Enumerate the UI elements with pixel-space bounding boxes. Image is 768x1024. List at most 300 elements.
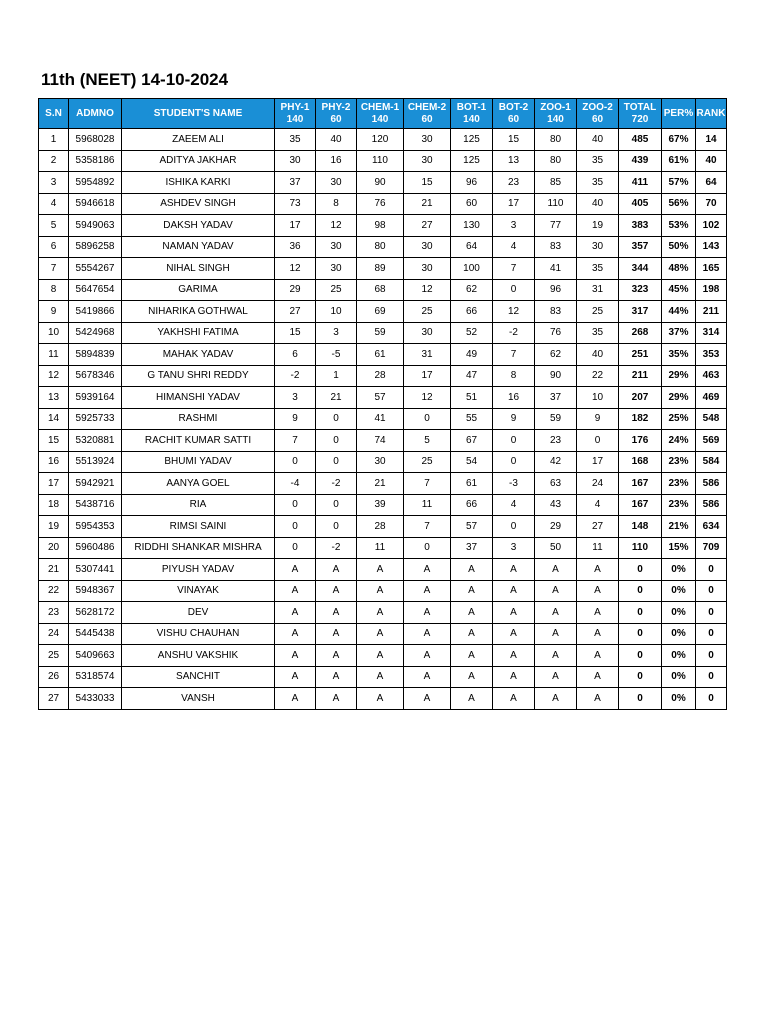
- cell-rank: 314: [696, 322, 727, 344]
- cell-student-name: DEV: [122, 602, 275, 624]
- cell-phy1: 0: [275, 494, 316, 516]
- cell-sn: 7: [39, 258, 69, 280]
- cell-zoo1: 59: [535, 408, 577, 430]
- cell-per: 61%: [662, 150, 696, 172]
- cell-admno: 5925733: [69, 408, 122, 430]
- header-chem1-max: 140: [371, 113, 389, 125]
- header-bot2: [493, 99, 535, 129]
- cell-zoo2: 40: [577, 344, 619, 366]
- cell-bot1: 67: [451, 430, 493, 452]
- cell-phy1: A: [275, 623, 316, 645]
- cell-student-name: BHUMI YADAV: [122, 451, 275, 473]
- cell-zoo2: A: [577, 688, 619, 710]
- cell-bot2: A: [493, 559, 535, 581]
- cell-chem2: A: [404, 559, 451, 581]
- cell-student-name: G TANU SHRI REDDY: [122, 365, 275, 387]
- cell-admno: 5628172: [69, 602, 122, 624]
- cell-bot1: 125: [451, 150, 493, 172]
- cell-per: 48%: [662, 258, 696, 280]
- cell-chem1: 11: [357, 537, 404, 559]
- cell-chem2: 30: [404, 150, 451, 172]
- cell-admno: 5320881: [69, 430, 122, 452]
- header-chem2-label: CHEM-2: [407, 101, 447, 113]
- cell-phy1: -4: [275, 473, 316, 495]
- cell-chem2: 30: [404, 129, 451, 151]
- cell-sn: 20: [39, 537, 69, 559]
- cell-total: 182: [619, 408, 662, 430]
- cell-chem1: 80: [357, 236, 404, 258]
- cell-sn: 5: [39, 215, 69, 237]
- cell-phy2: 0: [316, 408, 357, 430]
- header-zoo1-max: 140: [547, 113, 564, 125]
- cell-rank: 469: [696, 387, 727, 409]
- cell-bot2: A: [493, 645, 535, 667]
- cell-chem1: 41: [357, 408, 404, 430]
- cell-chem2: A: [404, 580, 451, 602]
- cell-bot1: 54: [451, 451, 493, 473]
- cell-per: 29%: [662, 387, 696, 409]
- cell-admno: 5438716: [69, 494, 122, 516]
- cell-zoo2: 19: [577, 215, 619, 237]
- cell-sn: 22: [39, 580, 69, 602]
- header-zoo2: [577, 99, 619, 129]
- cell-sn: 18: [39, 494, 69, 516]
- cell-per: 50%: [662, 236, 696, 258]
- cell-bot1: 64: [451, 236, 493, 258]
- cell-sn: 13: [39, 387, 69, 409]
- cell-admno: 5318574: [69, 666, 122, 688]
- cell-phy2: 10: [316, 301, 357, 323]
- cell-rank: 569: [696, 430, 727, 452]
- cell-zoo2: 35: [577, 322, 619, 344]
- cell-total: 268: [619, 322, 662, 344]
- cell-rank: 70: [696, 193, 727, 215]
- cell-zoo1: A: [535, 559, 577, 581]
- cell-zoo1: 83: [535, 236, 577, 258]
- table-row: [39, 344, 727, 366]
- cell-total: 0: [619, 602, 662, 624]
- cell-per: 25%: [662, 408, 696, 430]
- cell-sn: 15: [39, 430, 69, 452]
- cell-student-name: MAHAK YADAV: [122, 344, 275, 366]
- cell-zoo2: A: [577, 580, 619, 602]
- cell-rank: 0: [696, 602, 727, 624]
- cell-bot1: 60: [451, 193, 493, 215]
- cell-zoo2: A: [577, 623, 619, 645]
- cell-chem1: 98: [357, 215, 404, 237]
- cell-chem1: 30: [357, 451, 404, 473]
- cell-phy2: A: [316, 623, 357, 645]
- cell-total: 167: [619, 473, 662, 495]
- cell-bot2: 0: [493, 516, 535, 538]
- cell-bot1: A: [451, 559, 493, 581]
- cell-per: 37%: [662, 322, 696, 344]
- table-row: [39, 193, 727, 215]
- cell-bot2: 8: [493, 365, 535, 387]
- header-bot2-max: 60: [507, 113, 520, 125]
- cell-zoo2: 10: [577, 387, 619, 409]
- cell-zoo1: A: [535, 602, 577, 624]
- cell-sn: 25: [39, 645, 69, 667]
- cell-sn: 27: [39, 688, 69, 710]
- cell-phy2: A: [316, 602, 357, 624]
- cell-admno: 5554267: [69, 258, 122, 280]
- cell-chem2: A: [404, 666, 451, 688]
- page-title: 11th (NEET) 14-10-2024: [41, 70, 229, 89]
- cell-chem2: 30: [404, 258, 451, 280]
- cell-phy1: 15: [275, 322, 316, 344]
- table-row: [39, 623, 727, 645]
- header-bot1-max: 140: [463, 113, 480, 125]
- cell-admno: 5307441: [69, 559, 122, 581]
- cell-chem1: 21: [357, 473, 404, 495]
- cell-zoo2: 27: [577, 516, 619, 538]
- cell-sn: 24: [39, 623, 69, 645]
- cell-sn: 12: [39, 365, 69, 387]
- cell-sn: 4: [39, 193, 69, 215]
- table-row: [39, 559, 727, 581]
- table-row: [39, 645, 727, 667]
- cell-sn: 8: [39, 279, 69, 301]
- cell-student-name: HIMANSHI YADAV: [122, 387, 275, 409]
- cell-student-name: DAKSH YADAV: [122, 215, 275, 237]
- cell-zoo2: 35: [577, 150, 619, 172]
- cell-sn: 2: [39, 150, 69, 172]
- cell-per: 15%: [662, 537, 696, 559]
- cell-admno: 5960486: [69, 537, 122, 559]
- cell-sn: 3: [39, 172, 69, 194]
- cell-phy1: 30: [275, 150, 316, 172]
- cell-student-name: ADITYA JAKHAR: [122, 150, 275, 172]
- cell-per: 0%: [662, 559, 696, 581]
- header-per: PER%: [662, 99, 696, 129]
- cell-bot2: A: [493, 580, 535, 602]
- cell-chem2: 25: [404, 301, 451, 323]
- cell-admno: 5358186: [69, 150, 122, 172]
- table-row: [39, 150, 727, 172]
- cell-admno: 5419866: [69, 301, 122, 323]
- cell-student-name: AANYA GOEL: [122, 473, 275, 495]
- cell-zoo2: A: [577, 559, 619, 581]
- cell-bot1: A: [451, 623, 493, 645]
- cell-bot1: A: [451, 666, 493, 688]
- cell-total: 323: [619, 279, 662, 301]
- cell-per: 0%: [662, 666, 696, 688]
- cell-chem2: 21: [404, 193, 451, 215]
- cell-rank: 0: [696, 559, 727, 581]
- table-row: [39, 387, 727, 409]
- cell-phy2: 30: [316, 258, 357, 280]
- cell-bot2: -3: [493, 473, 535, 495]
- cell-bot1: A: [451, 602, 493, 624]
- header-phy1: [275, 99, 316, 129]
- cell-total: 148: [619, 516, 662, 538]
- cell-rank: 0: [696, 666, 727, 688]
- cell-zoo2: 9: [577, 408, 619, 430]
- cell-chem1: 28: [357, 365, 404, 387]
- cell-chem2: A: [404, 623, 451, 645]
- header-zoo1-label: ZOO-1: [540, 101, 571, 113]
- cell-per: 0%: [662, 645, 696, 667]
- cell-phy2: 40: [316, 129, 357, 151]
- cell-rank: 634: [696, 516, 727, 538]
- table-row: [39, 602, 727, 624]
- cell-zoo1: 41: [535, 258, 577, 280]
- cell-student-name: PIYUSH YADAV: [122, 559, 275, 581]
- header-phy1-max: 140: [286, 113, 304, 125]
- cell-rank: 548: [696, 408, 727, 430]
- cell-total: 251: [619, 344, 662, 366]
- cell-zoo2: 35: [577, 172, 619, 194]
- cell-bot2: A: [493, 602, 535, 624]
- cell-rank: 102: [696, 215, 727, 237]
- cell-bot2: 0: [493, 279, 535, 301]
- cell-per: 0%: [662, 580, 696, 602]
- cell-total: 357: [619, 236, 662, 258]
- cell-per: 0%: [662, 688, 696, 710]
- cell-chem2: 15: [404, 172, 451, 194]
- cell-phy2: -2: [316, 537, 357, 559]
- cell-per: 29%: [662, 365, 696, 387]
- table-row: [39, 516, 727, 538]
- cell-phy2: -2: [316, 473, 357, 495]
- cell-chem1: 57: [357, 387, 404, 409]
- cell-chem1: A: [357, 602, 404, 624]
- cell-chem2: A: [404, 688, 451, 710]
- cell-chem2: 0: [404, 537, 451, 559]
- header-rank: RANK: [696, 99, 727, 129]
- cell-zoo1: 76: [535, 322, 577, 344]
- cell-rank: 14: [696, 129, 727, 151]
- cell-phy1: 35: [275, 129, 316, 151]
- cell-zoo2: 31: [577, 279, 619, 301]
- cell-admno: 5409663: [69, 645, 122, 667]
- cell-chem1: A: [357, 559, 404, 581]
- cell-zoo2: 4: [577, 494, 619, 516]
- cell-admno: 5939164: [69, 387, 122, 409]
- cell-bot2: 17: [493, 193, 535, 215]
- cell-phy1: 29: [275, 279, 316, 301]
- cell-total: 439: [619, 150, 662, 172]
- cell-student-name: RIA: [122, 494, 275, 516]
- cell-chem2: A: [404, 645, 451, 667]
- cell-phy1: 9: [275, 408, 316, 430]
- results-table: [38, 98, 727, 710]
- cell-per: 35%: [662, 344, 696, 366]
- cell-student-name: VANSH: [122, 688, 275, 710]
- cell-phy2: 0: [316, 451, 357, 473]
- cell-phy1: 17: [275, 215, 316, 237]
- header-phy2-max: 60: [330, 113, 342, 125]
- cell-admno: 5647654: [69, 279, 122, 301]
- cell-chem2: 5: [404, 430, 451, 452]
- cell-chem1: 61: [357, 344, 404, 366]
- cell-per: 57%: [662, 172, 696, 194]
- cell-phy2: 16: [316, 150, 357, 172]
- cell-total: 344: [619, 258, 662, 280]
- cell-total: 168: [619, 451, 662, 473]
- cell-zoo2: 24: [577, 473, 619, 495]
- cell-bot1: 61: [451, 473, 493, 495]
- cell-student-name: RIMSI SAINI: [122, 516, 275, 538]
- cell-phy2: 1: [316, 365, 357, 387]
- cell-student-name: YAKHSHI FATIMA: [122, 322, 275, 344]
- cell-phy1: 12: [275, 258, 316, 280]
- cell-student-name: NIHARIKA GOTHWAL: [122, 301, 275, 323]
- cell-admno: 5896258: [69, 236, 122, 258]
- cell-per: 23%: [662, 494, 696, 516]
- cell-zoo2: 17: [577, 451, 619, 473]
- cell-zoo1: A: [535, 688, 577, 710]
- cell-bot1: A: [451, 580, 493, 602]
- cell-total: 411: [619, 172, 662, 194]
- cell-chem2: 12: [404, 279, 451, 301]
- cell-chem1: A: [357, 666, 404, 688]
- cell-bot1: A: [451, 688, 493, 710]
- header-name: STUDENT'S NAME: [122, 99, 275, 129]
- header-chem2-max: 60: [421, 113, 433, 125]
- cell-bot1: 66: [451, 301, 493, 323]
- cell-bot1: 52: [451, 322, 493, 344]
- cell-zoo1: 23: [535, 430, 577, 452]
- cell-zoo1: 29: [535, 516, 577, 538]
- cell-chem1: 69: [357, 301, 404, 323]
- header-bot1: [451, 99, 493, 129]
- cell-rank: 586: [696, 494, 727, 516]
- cell-bot2: 15: [493, 129, 535, 151]
- cell-phy1: A: [275, 559, 316, 581]
- cell-bot2: A: [493, 688, 535, 710]
- cell-total: 0: [619, 580, 662, 602]
- cell-chem2: 17: [404, 365, 451, 387]
- cell-total: 0: [619, 666, 662, 688]
- cell-chem1: 89: [357, 258, 404, 280]
- cell-phy2: 12: [316, 215, 357, 237]
- table-row: [39, 688, 727, 710]
- table-body: [39, 129, 727, 710]
- cell-sn: 17: [39, 473, 69, 495]
- cell-student-name: RACHIT KUMAR SATTI: [122, 430, 275, 452]
- cell-bot2: 9: [493, 408, 535, 430]
- cell-phy2: 30: [316, 172, 357, 194]
- table-row: [39, 537, 727, 559]
- cell-admno: 5949063: [69, 215, 122, 237]
- cell-admno: 5678346: [69, 365, 122, 387]
- cell-zoo2: 30: [577, 236, 619, 258]
- cell-bot2: 12: [493, 301, 535, 323]
- cell-chem1: A: [357, 623, 404, 645]
- header-bot2-label: BOT-2: [498, 101, 529, 113]
- cell-chem2: 0: [404, 408, 451, 430]
- cell-bot1: 55: [451, 408, 493, 430]
- cell-student-name: VISHU CHAUHAN: [122, 623, 275, 645]
- cell-phy1: 0: [275, 537, 316, 559]
- cell-zoo1: 37: [535, 387, 577, 409]
- header-phy1-label: PHY-1: [280, 101, 310, 113]
- cell-zoo1: A: [535, 580, 577, 602]
- cell-per: 45%: [662, 279, 696, 301]
- header-sn: S.N: [39, 99, 69, 129]
- header-zoo1: [535, 99, 577, 129]
- cell-chem1: 74: [357, 430, 404, 452]
- table-header: [39, 99, 727, 129]
- cell-sn: 9: [39, 301, 69, 323]
- cell-total: 167: [619, 494, 662, 516]
- header-bot1-label: BOT-1: [456, 101, 487, 113]
- cell-bot2: 4: [493, 494, 535, 516]
- cell-admno: 5946618: [69, 193, 122, 215]
- cell-bot1: 130: [451, 215, 493, 237]
- cell-chem2: 30: [404, 322, 451, 344]
- cell-rank: 584: [696, 451, 727, 473]
- cell-total: 405: [619, 193, 662, 215]
- header-chem1-label: CHEM-1: [360, 101, 400, 113]
- table-row: [39, 279, 727, 301]
- cell-total: 176: [619, 430, 662, 452]
- cell-zoo2: A: [577, 645, 619, 667]
- cell-bot2: -2: [493, 322, 535, 344]
- cell-admno: 5968028: [69, 129, 122, 151]
- cell-zoo2: 0: [577, 430, 619, 452]
- cell-rank: 0: [696, 645, 727, 667]
- cell-chem1: 76: [357, 193, 404, 215]
- cell-admno: 5948367: [69, 580, 122, 602]
- cell-zoo1: A: [535, 645, 577, 667]
- table-row: [39, 258, 727, 280]
- cell-bot2: 23: [493, 172, 535, 194]
- cell-bot2: A: [493, 666, 535, 688]
- header-total-label: TOTAL: [623, 101, 657, 113]
- cell-chem1: 90: [357, 172, 404, 194]
- cell-student-name: NIHAL SINGH: [122, 258, 275, 280]
- cell-rank: 0: [696, 580, 727, 602]
- cell-zoo1: 63: [535, 473, 577, 495]
- cell-bot2: 13: [493, 150, 535, 172]
- cell-per: 23%: [662, 451, 696, 473]
- cell-phy2: 8: [316, 193, 357, 215]
- cell-admno: 5513924: [69, 451, 122, 473]
- cell-zoo1: 77: [535, 215, 577, 237]
- cell-chem1: A: [357, 580, 404, 602]
- cell-chem1: 28: [357, 516, 404, 538]
- cell-chem2: 27: [404, 215, 451, 237]
- cell-sn: 1: [39, 129, 69, 151]
- cell-rank: 40: [696, 150, 727, 172]
- cell-phy2: 0: [316, 516, 357, 538]
- cell-total: 207: [619, 387, 662, 409]
- cell-student-name: GARIMA: [122, 279, 275, 301]
- cell-zoo2: 11: [577, 537, 619, 559]
- cell-phy1: A: [275, 645, 316, 667]
- table-row: [39, 301, 727, 323]
- cell-phy2: 3: [316, 322, 357, 344]
- cell-admno: 5954353: [69, 516, 122, 538]
- cell-zoo2: 40: [577, 193, 619, 215]
- cell-zoo1: 80: [535, 129, 577, 151]
- table-row: [39, 215, 727, 237]
- cell-per: 21%: [662, 516, 696, 538]
- cell-zoo2: 35: [577, 258, 619, 280]
- cell-rank: 0: [696, 623, 727, 645]
- table-row: [39, 494, 727, 516]
- cell-phy1: 36: [275, 236, 316, 258]
- cell-student-name: ZAEEM ALI: [122, 129, 275, 151]
- cell-chem2: 25: [404, 451, 451, 473]
- cell-admno: 5433033: [69, 688, 122, 710]
- cell-per: 56%: [662, 193, 696, 215]
- cell-phy1: 6: [275, 344, 316, 366]
- cell-per: 23%: [662, 473, 696, 495]
